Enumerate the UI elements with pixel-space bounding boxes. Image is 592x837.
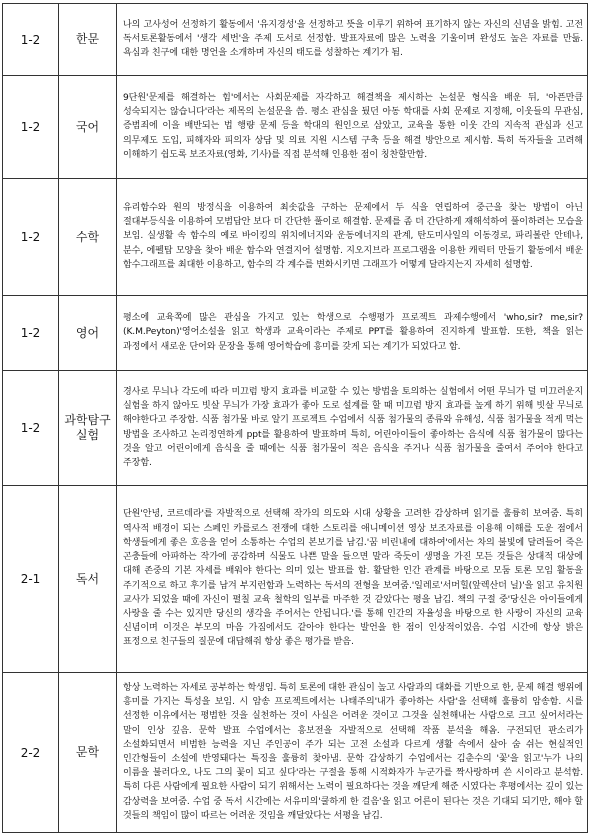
record-page <box>2 3 588 833</box>
remark-text: 단원'안녕, 코르데라'를 자발적으로 선택해 작가의 의도와 시대 상황을 고려한 감상하며 읽기를 훌륭히 보여줌. 특히 역사적 배경이 되는 스페인 카를로스 전쟁에 대한 스토리를 애니메이션 영상 보조자료를 이용해 이해를 도운 점에서 학생들에게 좋은 호응을 얻어 소통하는 수업의 본보기를 남김.'꿈 비린내에 대하여'에서는 차의 불빛에 달려들어 죽은 곤충들에 아파하는 작가에 공감하며 식물도 나쁜 말을 들으면 말라 죽듯이 생명을 가진 모든 것들은 상대적 대상에 대해 존중의 기본 자세를 배워야 한다는 의미 있는 발표를 함. 활달한 인간 관계를 바탕으로 모둠 토론 모임 활동을 주기적으로 하고 후기를 남겨 부지런함과 노력하는 독서의 전형을 보여줌.'일레로'서머힐(앞렉산더 닐)'을 읽고 유치원 교사가 되었을 때에 자신이 펼칠 교육 철학의 일부를 마주한 것 같았다는 평을 남김. 책의 구절 중'당신은 아이들에게 사랑을 줄 수는 있지만 당신의 생각을 주어서는 안됩니다.'를 통해 인간의 자율성을 바탕으로 한 사랑이 자신의 교육 신념이며 이것은 부모의 마음 가짐에서도 같아야 한다는 발언을 한 점이 인상적이었음. 수업 시간에 항상 밝은 표정으로 친구들의 질문에 대답해줘 항상 좋은 평가를 받음. <box>123 509 583 648</box>
table-row <box>3 371 588 486</box>
remark-cell <box>117 371 588 486</box>
grade-cell: 1-2 <box>3 4 59 76</box>
remark-cell <box>117 4 588 76</box>
subject-cell: 문학 <box>59 673 117 833</box>
subject-cell: 과학탐구 실험 <box>59 371 117 486</box>
table-row <box>3 76 588 179</box>
subject-cell: 독서 <box>59 486 117 673</box>
remark-text: 평소에 교육쪽에 많은 관심을 가지고 있는 학생으로 수행평가 프로젝트 과제수행에서 'who,sir? me,sir?(K.M.Peyton)'영어소설을 읽고 학생과 교육이라는 주제로 PPT를 활용하여 진지하게 발표함. 또한, 책을 읽는 과정에서 새로운 단어와 문장을 통해 영어학습에 흥미를 갖게 되는 계기가 되었다고 함. <box>123 313 583 352</box>
table-row <box>3 4 588 76</box>
grade-cell: 2-2 <box>3 673 59 833</box>
subject-cell: 영어 <box>59 296 117 371</box>
subject-cell: 국어 <box>59 76 117 179</box>
remark-text: 항상 노력하는 자세로 공부하는 학생임. 특히 토론에 대한 관심이 높고 사람과의 대화를 기반으로 한, 문제 해결 행위에 흥미를 가지는 특성을 보임. 시 암송 프로젝트에서는 나태주의'내가 좋아하는 사람'을 선택해 훌륭히 암송함. 시를 선정한 이유에서는 평범한 것을 실천하는 것이 사실은 어려운 것이고 그것을 실천해내는 사람으로 크고 싶어서라는 말이 인상 깊음. 문학 발표 수업에서는 흥보전을 자발적으로 선택해 작품 분석을 해옴. 구전되던 판소리가 소설화되면서 비범한 능력을 지닌 주인공이 주가 되는 고전 소설과 다르게 생활 속에서 살아 숨 쉬는 현실적인 인간형들이 소설에 반영돼다는 특징을 훌륭히 찾아냄. 문학 감상하기 수업에서는 김춘수의 '꽃'을 읽고'누가 나의 이름을 불러다오, 나도 그의 꽃이 되고 싶다'라는 구절을 통해 시적화자가 누군가를 짝사랑하며 쓴 시이라고 분석함. 특히 다른 사람에게 필요한 사람이 되기 위해서는 노력이 필요하다는 것을 깨닫게 해준 시였다는 후평에서는 깊이 있는 감상력을 보여줌. 수업 중 독서 시간에는 서유미의'쿨하게 한 걸음'을 읽고 어른이 된다는 것은 기대되 되기만, 해야 할 것들의 책임이 많이 따르는 어려운 것임을 깨달았다는 서평을 남김. <box>123 682 583 821</box>
table-row <box>3 179 588 296</box>
table-row <box>3 486 588 673</box>
table-row <box>3 673 588 833</box>
remark-cell <box>117 673 588 833</box>
remark-cell <box>117 296 588 371</box>
remark-cell <box>117 179 588 296</box>
remark-text: 나의 고사성어 선정하기 활동에서 '유지경성'을 선정하고 뜻을 이루기 위하여 표기하지 않는 자신의 신념을 밝힘. 고전 독서토론활동에서 '생각 세번'을 주제 도서로 선정함. 발표자료에 많은 노력을 기울이며 완성도 높은 자료를 만듦. 욕심과 친구에 대한 명언을 소개하며 자신의 태도를 성찰하는 계기가 됨. <box>123 19 583 59</box>
subject-cell: 한문 <box>59 4 117 76</box>
remark-cell <box>117 486 588 673</box>
grade-cell: 1-2 <box>3 76 59 179</box>
grade-cell: 1-2 <box>3 371 59 486</box>
remark-text: 9단원'문제를 해결하는 힘'에서는 사회문제를 자각하고 해결책을 제시하는 논설문 형식을 배운 뒤, '아픈만큼 성숙되지는 않습니다'라는 제목의 논설문을 씀. 평소 관심을 뒀던 아동 학대를 사회 문제로 지정해, 이웃들의 무관심, 증범죄에 이을 배반되는 법 행량 문제 등을 학대의 원인으로 삼았고, 교육을 통한 이웃 간의 지속적 관심과 신고 의무제도 도입, 피해자와 피의자 상담 및 의료 지원 시스템 구축 등을 해결 방안으로 제시함. 특히 독자들을 고려해 이해하기 쉽도록 보조자료(영화, 기사)를 직접 분석해 인용한 점이 칭찬할만함. <box>123 92 583 160</box>
subject-record-table <box>2 3 588 833</box>
grade-cell: 2-1 <box>3 486 59 673</box>
remark-text: 경사로 무늬나 각도에 따라 미끄럼 방지 효과를 비교할 수 있는 방법을 토의하는 실험에서 어떤 무늬가 덜 미끄러운지 실험을 하지 않아도 빗살 무늬가 가장 효과가 좋아 도로 설계를 할 때 미끄럼 방지 효과를 높게 하기 위해 빗살 무늬로 해야한다고 주장함. 식품 첨가물 바로 알기 프로젝트 수업에서 식품 첨가물의 종류와 유해성, 식품 첨가물을 적게 먹는 방법을 조사하고 논리정연하게 ppt를 활용하여 발표하며 특히, 어린아이들이 좋아하는 음식에 식품 첨가물이 많다는 것을 알고 어린이에게 음식을 줄 때에는 식품 첨가물이 적은 음식을 주거나 식품 첨가물을 줄여서 주어야 한다고 주장함. <box>123 386 583 468</box>
remark-text: 유리함수와 원의 방정식을 이용하여 최솟값을 구하는 문제에서 두 식을 연립하여 중근을 찾는 방법이 아닌 절대부등식을 이용하여 모범답안 보다 더 간단한 풀이로 해결함. 문제를 좀 더 간단하게 재해석하여 풀이하려는 모습을 보임. 실생활 속 함수의 예로 바이킹의 위치에너지와 운동에너지의 관계, 탄도미사일의 이동경로, 파리볼란 안테나, 분수, 에펠탑 모양을 찾아 배운 함수와 연결지어 설명함. 지오지브라 프로그램을 이용한 캐릭터 만들기 활동에서 배운 함수그래프를 최대한 이용하고, 함수의 각 계수를 변화시키면 그래프가 어떻게 달라지는지 자세히 설명함. <box>123 202 583 270</box>
table-row <box>3 296 588 371</box>
grade-cell: 1-2 <box>3 296 59 371</box>
remark-cell <box>117 76 588 179</box>
subject-cell: 수학 <box>59 179 117 296</box>
grade-cell: 1-2 <box>3 179 59 296</box>
